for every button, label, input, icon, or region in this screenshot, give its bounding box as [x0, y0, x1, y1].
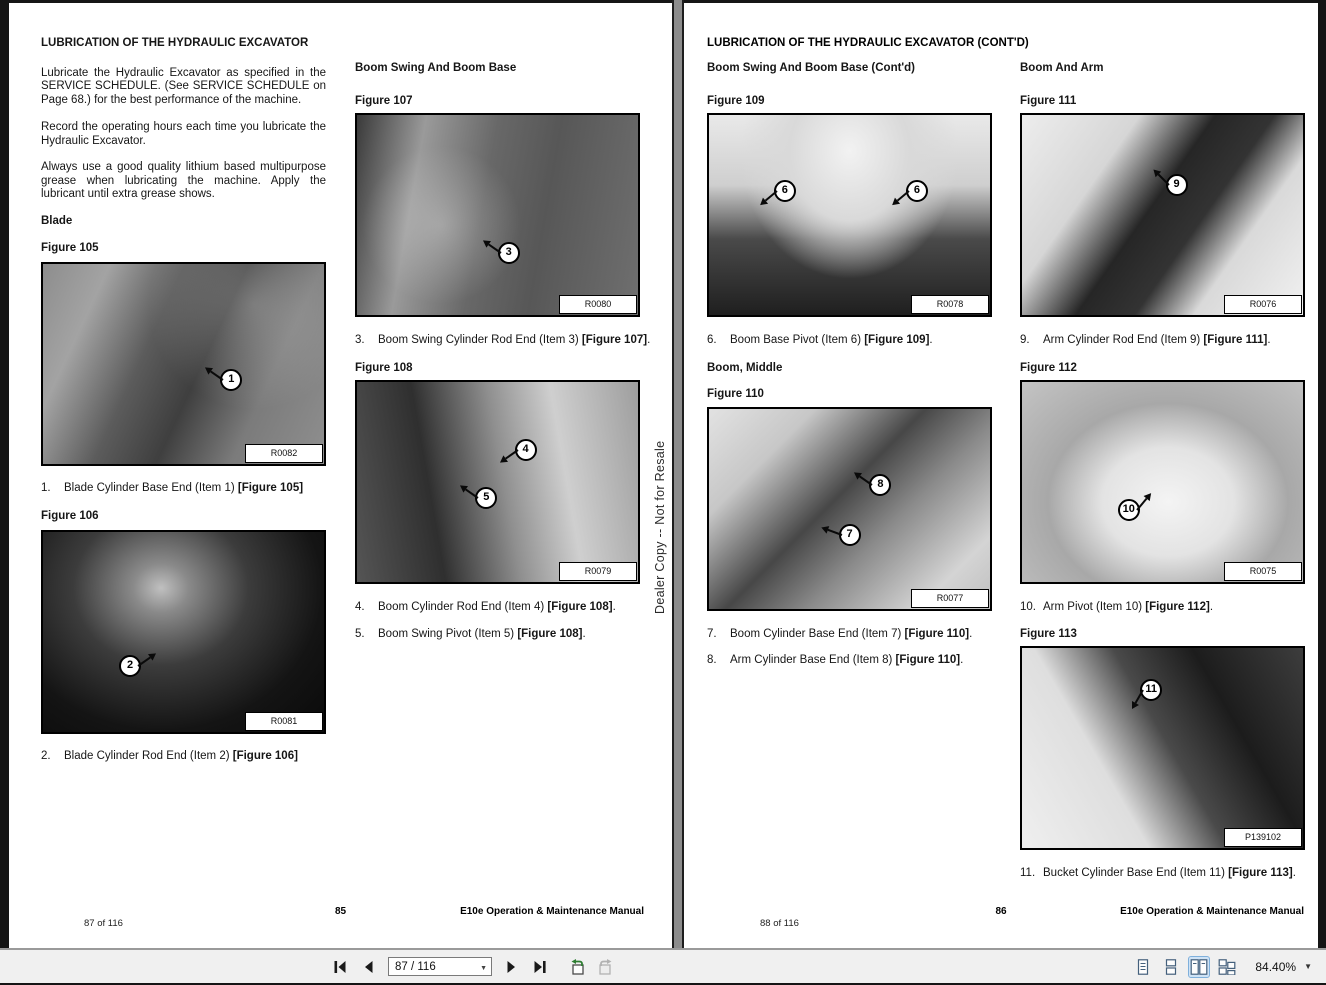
callout-number: 11 — [1145, 683, 1158, 696]
figure-callout — [1166, 174, 1188, 196]
section-title: LUBRICATION OF THE HYDRAULIC EXCAVATOR — [41, 37, 309, 49]
callout-arrow-icon — [897, 190, 910, 201]
manual-title: E10e Operation & Maintenance Manual — [460, 906, 644, 917]
callout-arrow-icon — [465, 489, 478, 499]
item-caption: 7. Boom Cylinder Base End (Item 7) [Figure 110]. — [707, 627, 973, 640]
previous-page-button[interactable] — [359, 957, 379, 977]
figure-113-photo — [1020, 646, 1305, 850]
figure-106-photo — [41, 530, 326, 734]
document-page-86 — [684, 3, 1318, 948]
figure-callout — [515, 439, 537, 461]
callout-number: 8 — [877, 477, 884, 490]
figure-110-photo — [707, 407, 992, 611]
subsection-heading: Boom Swing And Boom Base (Cont'd) — [707, 62, 916, 74]
chevron-down-icon[interactable]: ▼ — [1304, 962, 1312, 971]
figure-111-photo — [1020, 113, 1305, 317]
item-caption: 4. Boom Cylinder Rod End (Item 4) [Figure 108]. — [355, 601, 616, 613]
page-number: 85 — [334, 906, 347, 917]
figure-label: Figure 110 — [707, 388, 764, 400]
page-number: 86 — [995, 906, 1007, 917]
callout-number: 6 — [913, 184, 920, 197]
callout-arrow-icon — [860, 475, 873, 485]
paragraph: Lubricate the Hydraulic Excavator as specified in the SERVICE SCHEDULE. (See SERVICE SCHEDULE on Page 68.) for the best performance of the machine. — [41, 66, 326, 106]
callout-arrow-icon — [138, 656, 151, 666]
item-caption: 11. Bucket Cylinder Base End (Item 11) [Figure 113]. — [1020, 867, 1296, 879]
figure-callout — [475, 487, 497, 509]
figure-reference-code: R0075 — [1224, 562, 1302, 581]
callout-number: 5 — [483, 491, 490, 504]
page-field-value[interactable]: 87 / 116 — [395, 961, 436, 973]
item-caption: 10. Arm Pivot (Item 10) [Figure 112]. — [1020, 601, 1214, 613]
callout-number: 4 — [522, 443, 529, 456]
figure-reference-code: R0081 — [245, 712, 323, 731]
next-page-icon — [503, 959, 519, 975]
figure-label: Figure 105 — [41, 242, 99, 254]
facing-continuous-view-button[interactable] — [1217, 957, 1237, 977]
callout-number: 1 — [228, 372, 235, 385]
chevron-down-icon[interactable]: ▼ — [480, 965, 487, 972]
figure-reference-code: R0077 — [911, 589, 989, 608]
figure-callout — [498, 242, 520, 264]
subsection-heading: Boom Swing And Boom Base — [355, 62, 517, 74]
subsection-heading: Blade — [41, 214, 73, 227]
figure-callout — [774, 180, 796, 202]
first-page-icon — [332, 959, 348, 975]
facing-continuous-icon — [1218, 959, 1236, 975]
document-page-85 — [9, 3, 672, 948]
item-caption: 3. Boom Swing Cylinder Rod End (Item 3) [Figure 107]. — [355, 334, 651, 346]
figure-reference-code: R0078 — [911, 295, 989, 314]
facing-pages-view-button[interactable] — [1189, 957, 1209, 977]
next-view-button[interactable] — [596, 957, 616, 977]
subsection-heading: Boom And Arm — [1020, 62, 1104, 74]
callout-number: 10 — [1122, 503, 1135, 516]
section-title: LUBRICATION OF THE HYDRAULIC EXCAVATOR (CONT'D) — [707, 37, 1029, 49]
manual-title: E10e Operation & Maintenance Manual — [1120, 906, 1304, 917]
figure-label: Figure 106 — [41, 510, 99, 522]
item-caption: 8. Arm Cylinder Base End (Item 8) [Figure 110]. — [707, 654, 964, 666]
next-page-button[interactable] — [501, 957, 521, 977]
continuous-view-button[interactable] — [1161, 957, 1181, 977]
callout-arrow-icon — [505, 449, 518, 459]
callout-number: 2 — [127, 658, 134, 671]
item-caption: 9. Arm Cylinder Rod End (Item 9) [Figure 111]. — [1020, 334, 1271, 346]
item-caption: 2. Blade Cylinder Rod End (Item 2) [Figure 106] — [41, 749, 298, 762]
figure-label: Figure 107 — [355, 94, 413, 107]
callout-arrow-icon — [1136, 498, 1147, 511]
figure-107-photo — [355, 113, 640, 317]
sheet-counter: 88 of 116 — [760, 918, 799, 929]
figure-109-photo — [707, 113, 992, 317]
callout-number: 6 — [781, 184, 788, 197]
figure-callout — [906, 180, 928, 202]
figure-callout — [1140, 679, 1162, 701]
figure-105-photo — [41, 262, 326, 466]
figure-reference-code: R0079 — [559, 562, 637, 581]
figure-108-photo — [355, 380, 640, 584]
figure-label: Figure 109 — [707, 94, 765, 107]
paragraph: Always use a good quality lithium based multipurpose grease when lubricating the machine. Apply the lubricant until extra grease shows. — [41, 161, 326, 200]
first-page-button[interactable] — [330, 957, 350, 977]
callout-arrow-icon — [210, 370, 223, 380]
page-number-field[interactable] — [388, 957, 492, 976]
previous-view-button[interactable] — [567, 957, 587, 977]
callout-arrow-icon — [765, 190, 778, 201]
callout-number: 3 — [505, 246, 512, 259]
figure-112-photo — [1020, 380, 1305, 584]
callout-arrow-icon — [488, 244, 501, 254]
figure-callout — [1118, 499, 1140, 521]
figure-callout — [869, 474, 891, 496]
sheet-counter: 87 of 116 — [84, 918, 123, 929]
callout-number: 9 — [1173, 178, 1180, 191]
figure-label: Figure 113 — [1020, 627, 1077, 640]
figure-callout — [119, 655, 141, 677]
last-page-button[interactable] — [530, 957, 550, 977]
figure-label: Figure 111 — [1020, 94, 1077, 107]
figure-reference-code: P139102 — [1224, 828, 1302, 847]
subsection-heading: Boom, Middle — [707, 361, 783, 374]
viewer-toolbar — [0, 948, 1326, 983]
figure-reference-code: R0080 — [559, 295, 637, 314]
figure-label: Figure 112 — [1020, 361, 1077, 374]
callout-arrow-icon — [1157, 174, 1169, 186]
figure-callout — [839, 524, 861, 546]
previous-view-icon — [568, 958, 586, 976]
last-page-icon — [532, 959, 548, 975]
page-navigation-group — [330, 950, 616, 983]
callout-arrow-icon — [827, 528, 842, 535]
figure-callout — [220, 369, 242, 391]
callout-number: 7 — [846, 527, 853, 540]
page-divider — [672, 0, 684, 948]
figure-label: Figure 108 — [355, 361, 413, 374]
facing-pages-icon — [1190, 959, 1208, 975]
continuous-page-icon — [1162, 959, 1180, 975]
item-caption: 6. Boom Base Pivot (Item 6) [Figure 109]. — [707, 334, 933, 346]
single-page-icon — [1134, 959, 1152, 975]
item-caption: 1. Blade Cylinder Base End (Item 1) [Figure 105] — [41, 481, 304, 494]
figure-reference-code: R0082 — [245, 444, 323, 463]
dealer-watermark: Dealer Copy -- Not for Resale — [653, 440, 667, 614]
item-caption: 5. Boom Swing Pivot (Item 5) [Figure 108]. — [355, 627, 586, 640]
next-view-icon — [597, 958, 615, 976]
figure-reference-code: R0076 — [1224, 295, 1302, 314]
zoom-level-value[interactable]: 84.40% — [1255, 959, 1297, 974]
callout-arrow-icon — [1135, 690, 1144, 704]
paragraph: Record the operating hours each time you lubricate the Hydraulic Excavator. — [41, 121, 326, 147]
view-layout-group — [1133, 950, 1312, 983]
single-page-view-button[interactable] — [1133, 957, 1153, 977]
previous-page-icon — [361, 959, 377, 975]
